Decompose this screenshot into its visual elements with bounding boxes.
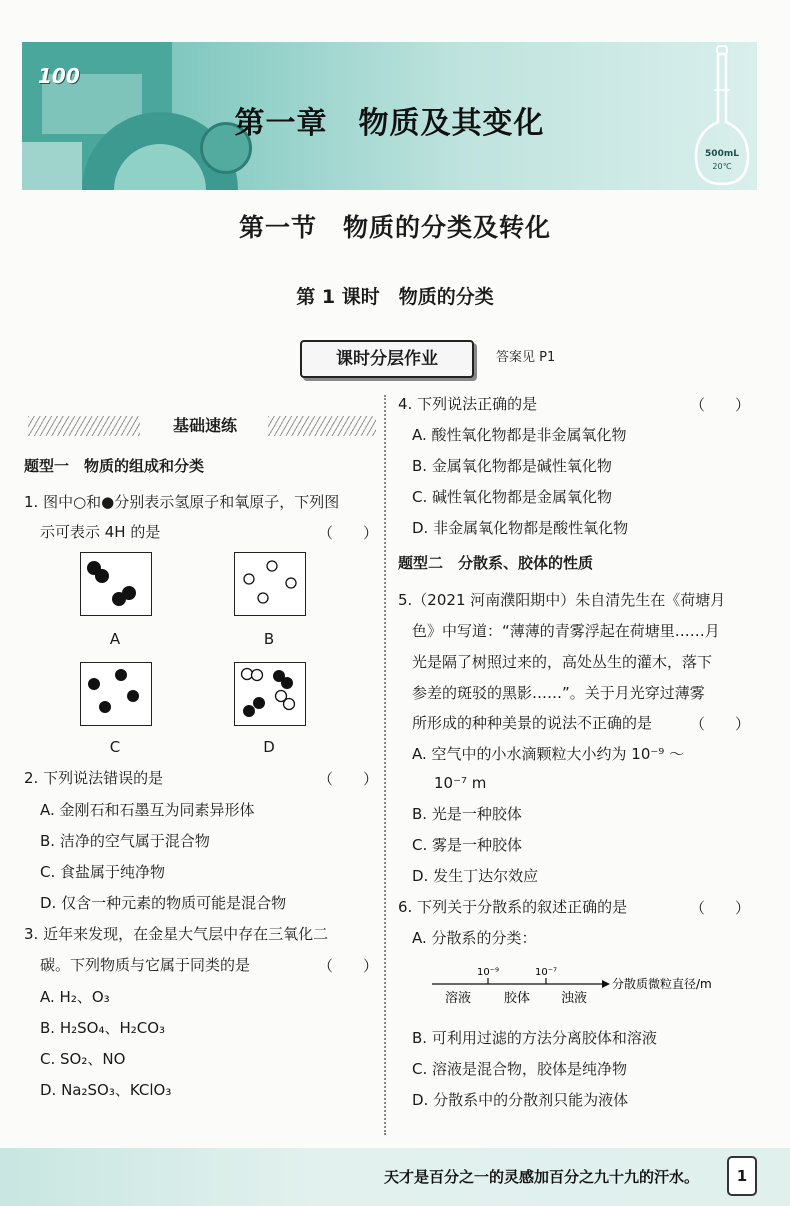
diagram-label-c: C [109,738,121,756]
q4-answer-blank[interactable]: （ ） [690,396,751,414]
section-title: 第一节 物质的分类及转化 [238,213,551,242]
q4-stem: 4. 下列说法正确的是 [398,395,538,413]
q5-stem-line3: 光是隔了树照过来的，高处丛生的灌木，落下 [412,653,713,671]
q1-stem-line2: 示可表示 4H 的是 [40,523,161,541]
q3-stem-line1: 3. 近年来发现，在金星大气层中存在三氧化二 [24,925,329,943]
q3-option-c: C. SO₂、NO [40,1050,126,1068]
axis-tick-1: 10⁻⁹ [476,967,500,978]
dispersion-axis-diagram [430,962,720,1008]
q4-option-d: D. 非金属氧化物都是酸性氧化物 [412,519,629,537]
q4-option-a: A. 酸性氧化物都是非金属氧化物 [412,426,627,444]
heading-hatch [268,416,376,436]
q4-option-b: B. 金属氧化物都是碱性氧化物 [412,457,612,475]
diagram-label-d: D [263,738,275,756]
q5-option-d: D. 发生丁达尔效应 [412,867,539,885]
q1-answer-blank[interactable]: （ ） [318,524,379,542]
particles-diagram-d [235,663,305,725]
footer-motto: 天才是百分之一的灵感加百分之九十九的汗水。 [384,1168,700,1186]
zone-solution: 溶液 [444,991,472,1006]
banner-shape [22,142,82,190]
q5-stem-line2: 色》中写道：“薄薄的青雾浮起在荷塘里……月 [412,622,720,640]
q3-option-a: A. H₂、O₃ [40,988,110,1006]
q2-option-c: C. 食盐属于纯净物 [40,863,166,881]
brand-logo: 100 [38,64,80,88]
basic-practice-heading: 基础速练 [172,416,237,435]
q5-option-a-line2: 10⁻⁷ m [434,774,487,792]
column-divider [384,395,386,1135]
diagram-b [234,552,306,616]
q5-answer-blank[interactable]: （ ） [690,715,751,733]
particles-diagram-b [235,553,305,615]
homework-tag [300,340,474,378]
flask-volume: 500mL [705,149,739,159]
q3-stem-line2: 碳。下列物质与它属于同类的是 [40,956,251,974]
q2-option-b: B. 洁净的空气属于混合物 [40,832,210,850]
zone-colloid: 胶体 [503,991,531,1006]
q1-stem-line1: 1. 图中○和●分别表示氢原子和氧原子，下列图 [24,493,340,511]
q4-option-c: C. 碱性氧化物都是金属氧化物 [412,488,613,506]
chapter-banner [22,42,757,190]
question-type-2: 题型二 分散系、胶体的性质 [398,554,594,572]
diagram-c [80,662,152,726]
q6-option-c: C. 溶液是混合物，胶体是纯净物 [412,1060,628,1078]
q5-stem-line1: 5.（2021 河南濮阳期中）朱自清先生在《荷塘月 [398,591,726,609]
q5-stem-line5: 所形成的种种美景的说法不正确的是 [412,714,653,732]
q2-option-a: A. 金刚石和石墨互为同素异形体 [40,801,255,819]
heading-hatch [28,416,140,436]
chapter-title: 第一章 物质及其变化 [234,106,545,141]
q6-answer-blank[interactable]: （ ） [690,899,751,917]
q6-stem: 6. 下列关于分散系的叙述正确的是 [398,898,628,916]
q6-option-b: B. 可利用过滤的方法分离胶体和溶液 [412,1029,657,1047]
q5-option-b: B. 光是一种胶体 [412,805,522,823]
q6-option-a: A. 分散系的分类： [412,929,537,947]
q5-option-a-line1: A. 空气中的小水滴颗粒大小约为 10⁻⁹ ～ [412,745,685,763]
diagram-label-b: B [263,630,275,648]
q6-option-d: D. 分散系中的分散剂只能为液体 [412,1091,629,1109]
axis-label: 分散质微粒直径/m [612,977,712,991]
lesson-title: 第 1 课时 物质的分类 [296,286,494,308]
diagram-d [234,662,306,726]
volumetric-flask-icon [692,44,752,188]
flask-temp: 20℃ [712,162,732,171]
zone-suspension: 浊液 [560,991,588,1006]
q5-stem-line4: 参差的斑驳的黑影……”。关于月光穿过薄雾 [412,684,705,702]
dispersion-axis-svg [430,962,720,1008]
q3-option-b: B. H₂SO₄、H₂CO₃ [40,1019,166,1037]
q2-option-d: D. 仅含一种元素的物质可能是混合物 [40,894,287,912]
page-number: 1 [727,1156,757,1196]
q2-answer-blank[interactable]: （ ） [318,770,379,788]
q3-option-d: D. Na₂SO₃、KClO₃ [40,1081,172,1099]
homework-tag-label: 课时分层作业 [336,349,438,369]
answer-reference: 答案见 P1 [496,350,556,365]
q3-answer-blank[interactable]: （ ） [318,957,379,975]
particles-diagram-a [81,553,151,615]
question-type-1: 题型一 物质的组成和分类 [24,457,205,475]
q5-option-c: C. 雾是一种胶体 [412,836,523,854]
diagram-a [80,552,152,616]
q2-stem: 2. 下列说法错误的是 [24,769,164,787]
diagram-label-a: A [109,630,121,648]
particles-diagram-c [81,663,151,725]
axis-tick-2: 10⁻⁷ [534,967,558,978]
